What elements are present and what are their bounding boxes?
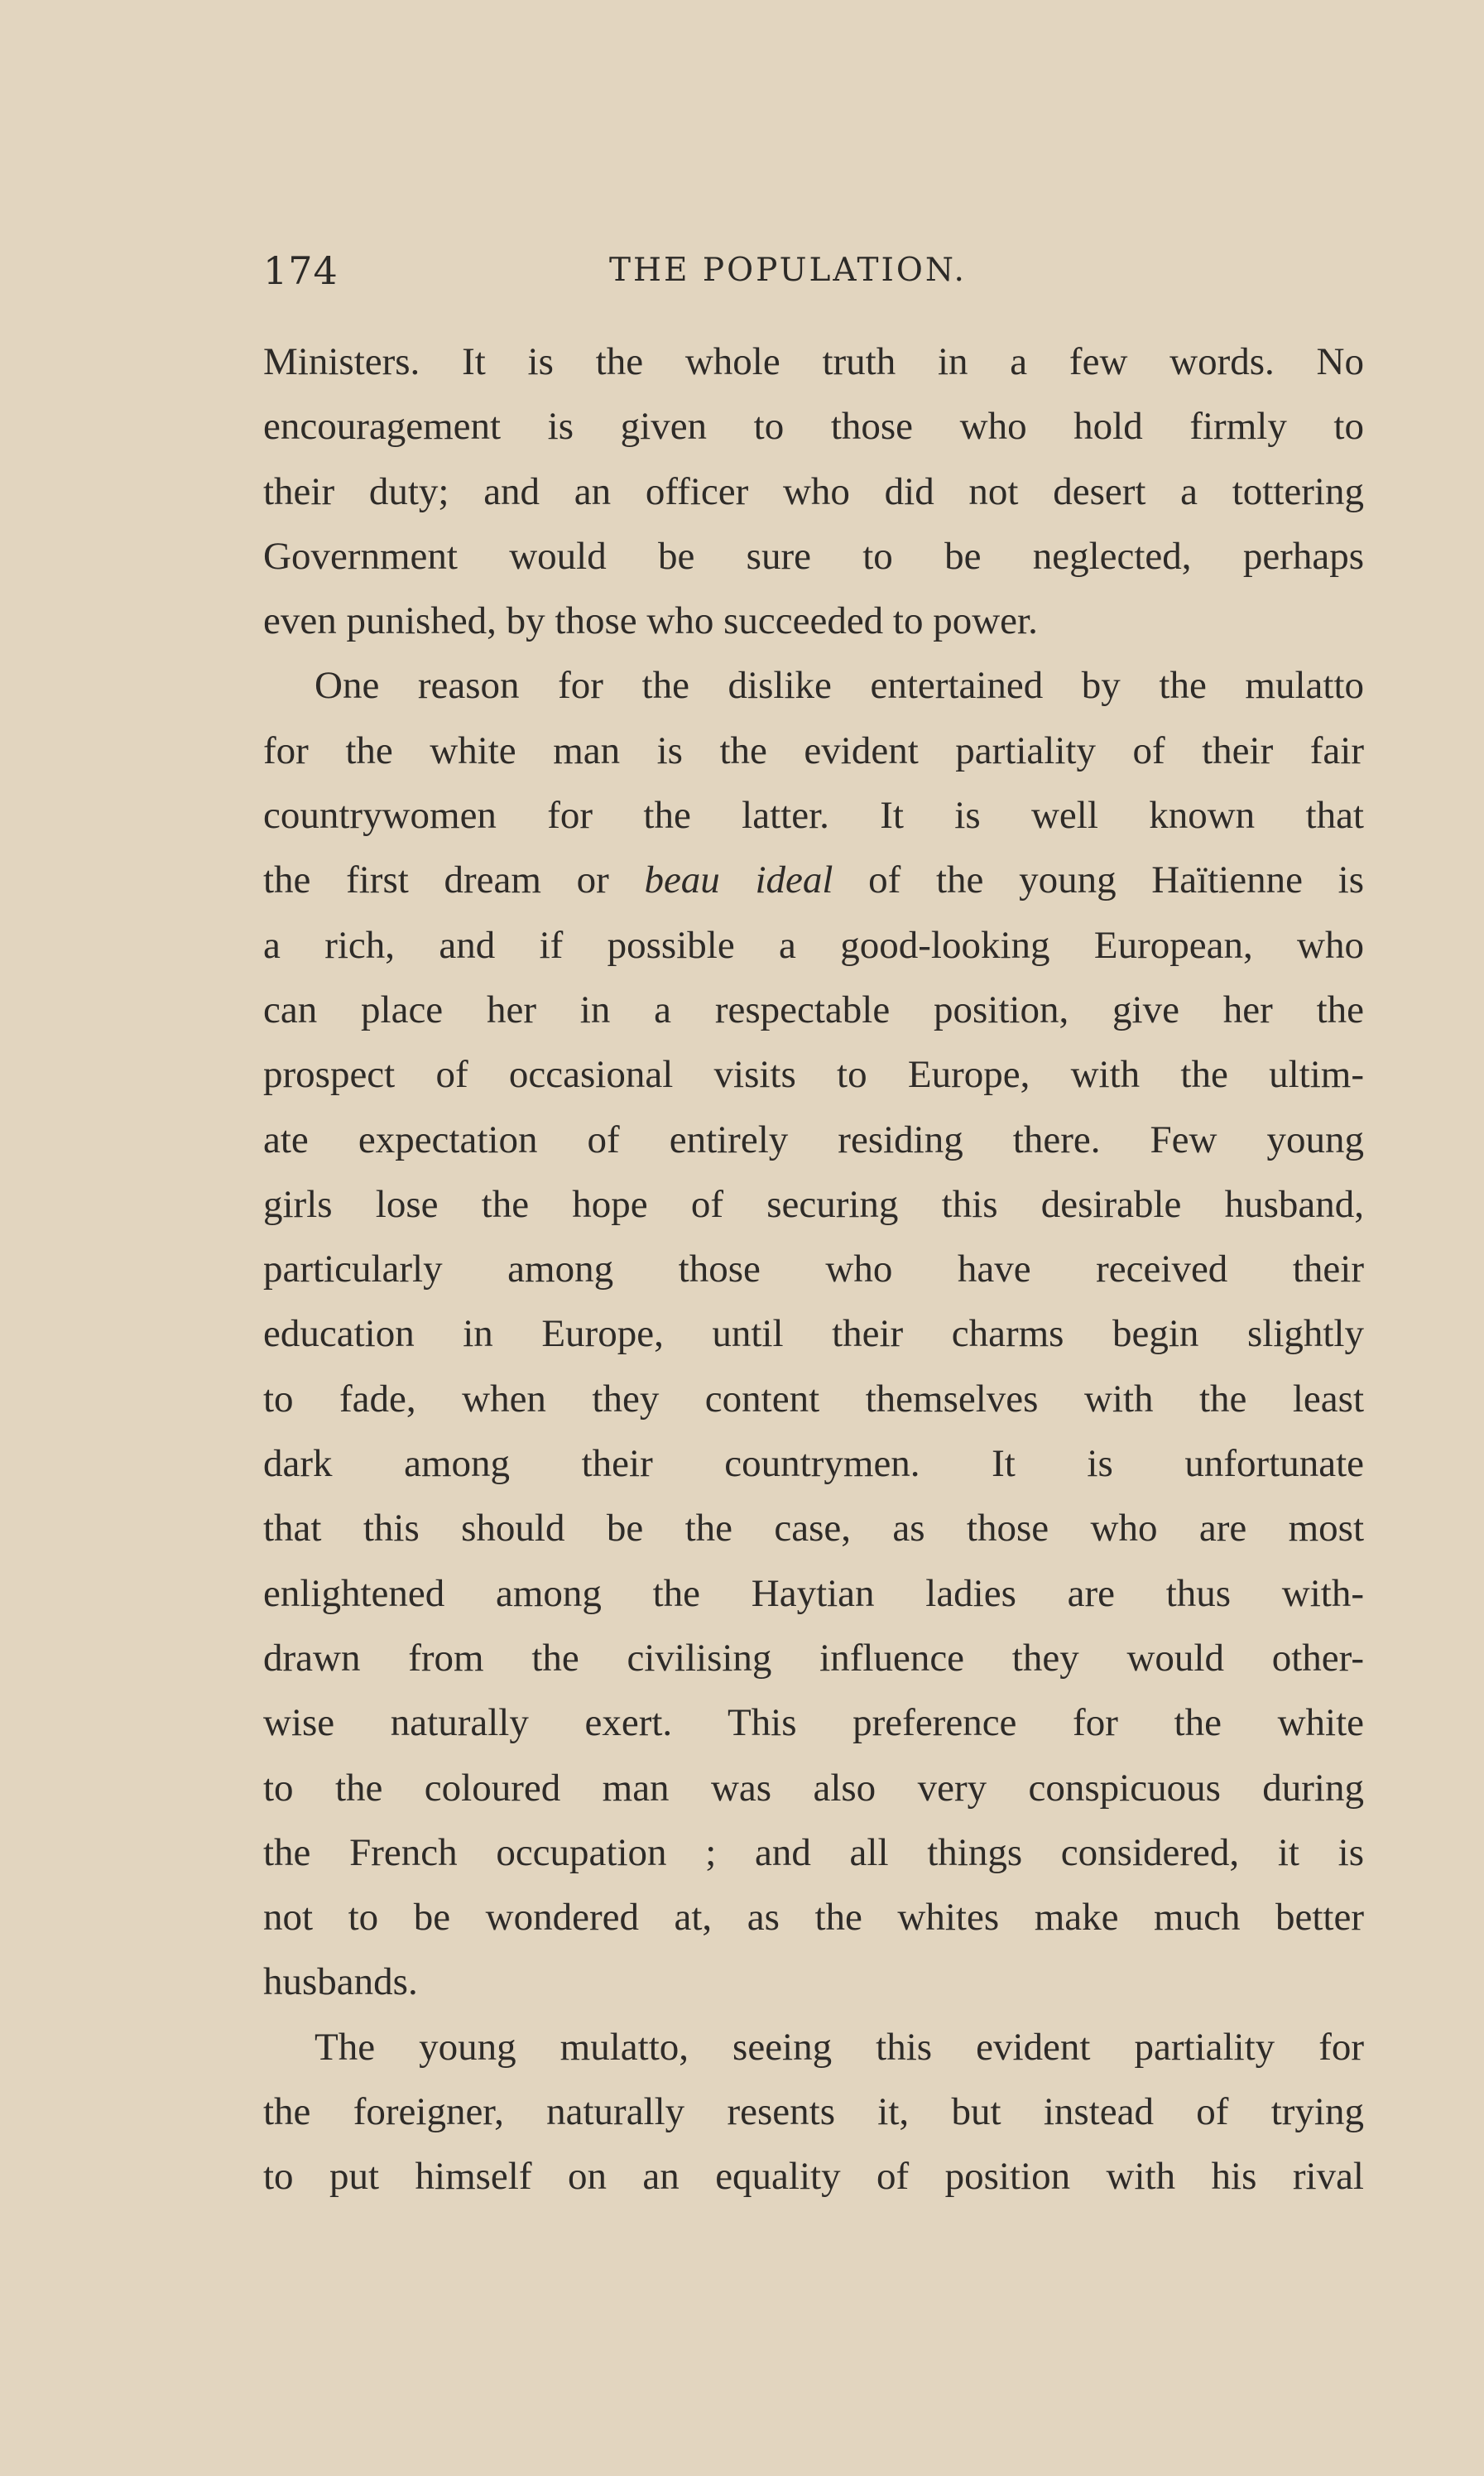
page-number: 174 [263,248,339,293]
text-segment: of the young Haïtienne is [833,858,1364,902]
text-segment: the first dream or [263,858,645,902]
text-line: encouragement is given to those who hold firmly to [263,405,1364,449]
text-line: enlightened among the Haytian ladies are thus with- [263,1571,1364,1615]
text-line: that this should be the case, as those who are most [263,1507,1364,1551]
text-line: can place her in a respectable position, give her the [263,988,1364,1031]
text-line: The young mulatto, seeing this evident partiality for [315,2025,1364,2069]
text-line: drawn from the civilising influence they would other- [263,1636,1364,1680]
text-line: not to be wondered at, as the whites make much better [263,1896,1364,1940]
text-line: husbands. [263,1960,418,2004]
text-line: to put himself on an equality of position with his rival [263,2155,1364,2199]
text-line: even punished, by those who succeeded to power. [263,599,1038,643]
text-line: to the coloured man was also very conspicuous during [263,1766,1364,1810]
body-text [263,329,1364,2209]
page-header [263,248,1364,306]
text-line: ate expectation of entirely residing there. Few young [263,1118,1364,1161]
running-head: THE POPULATION. [609,252,967,289]
text-line: particularly among those who have received their [263,1248,1364,1291]
text-line: their duty; and an officer who did not desert a tottering [263,469,1364,513]
text-line: education in Europe, until their charms begin slightly [263,1312,1364,1356]
text-line [263,848,1364,912]
italic-phrase: beau ideal [644,858,833,902]
text-line: Government would be sure to be neglected, perhaps [263,534,1364,578]
text-line: dark among their countrymen. It is unfortunate [263,1442,1364,1486]
text-line: wise naturally exert. This preference for the white [263,1701,1364,1745]
text-line: to fade, when they content themselves with the least [263,1377,1364,1421]
text-line: for the white man is the evident partiality of their fair [263,728,1364,772]
text-line: One reason for the dislike entertained by the mulatto [315,664,1364,708]
text-line: the French occupation ; and all things considered, it is [263,1830,1364,1874]
text-line: a rich, and if possible a good-looking European, who [263,923,1364,967]
text-line: the foreigner, naturally resents it, but instead of trying [263,2090,1364,2134]
text-line: countrywomen for the latter. It is well known that [263,794,1364,838]
text-line: prospect of occasional visits to Europe, with the ultim- [263,1053,1364,1097]
text-line: girls lose the hope of securing this desirable husband, [263,1182,1364,1226]
text-line: Ministers. It is the whole truth in a few words. No [263,340,1364,383]
